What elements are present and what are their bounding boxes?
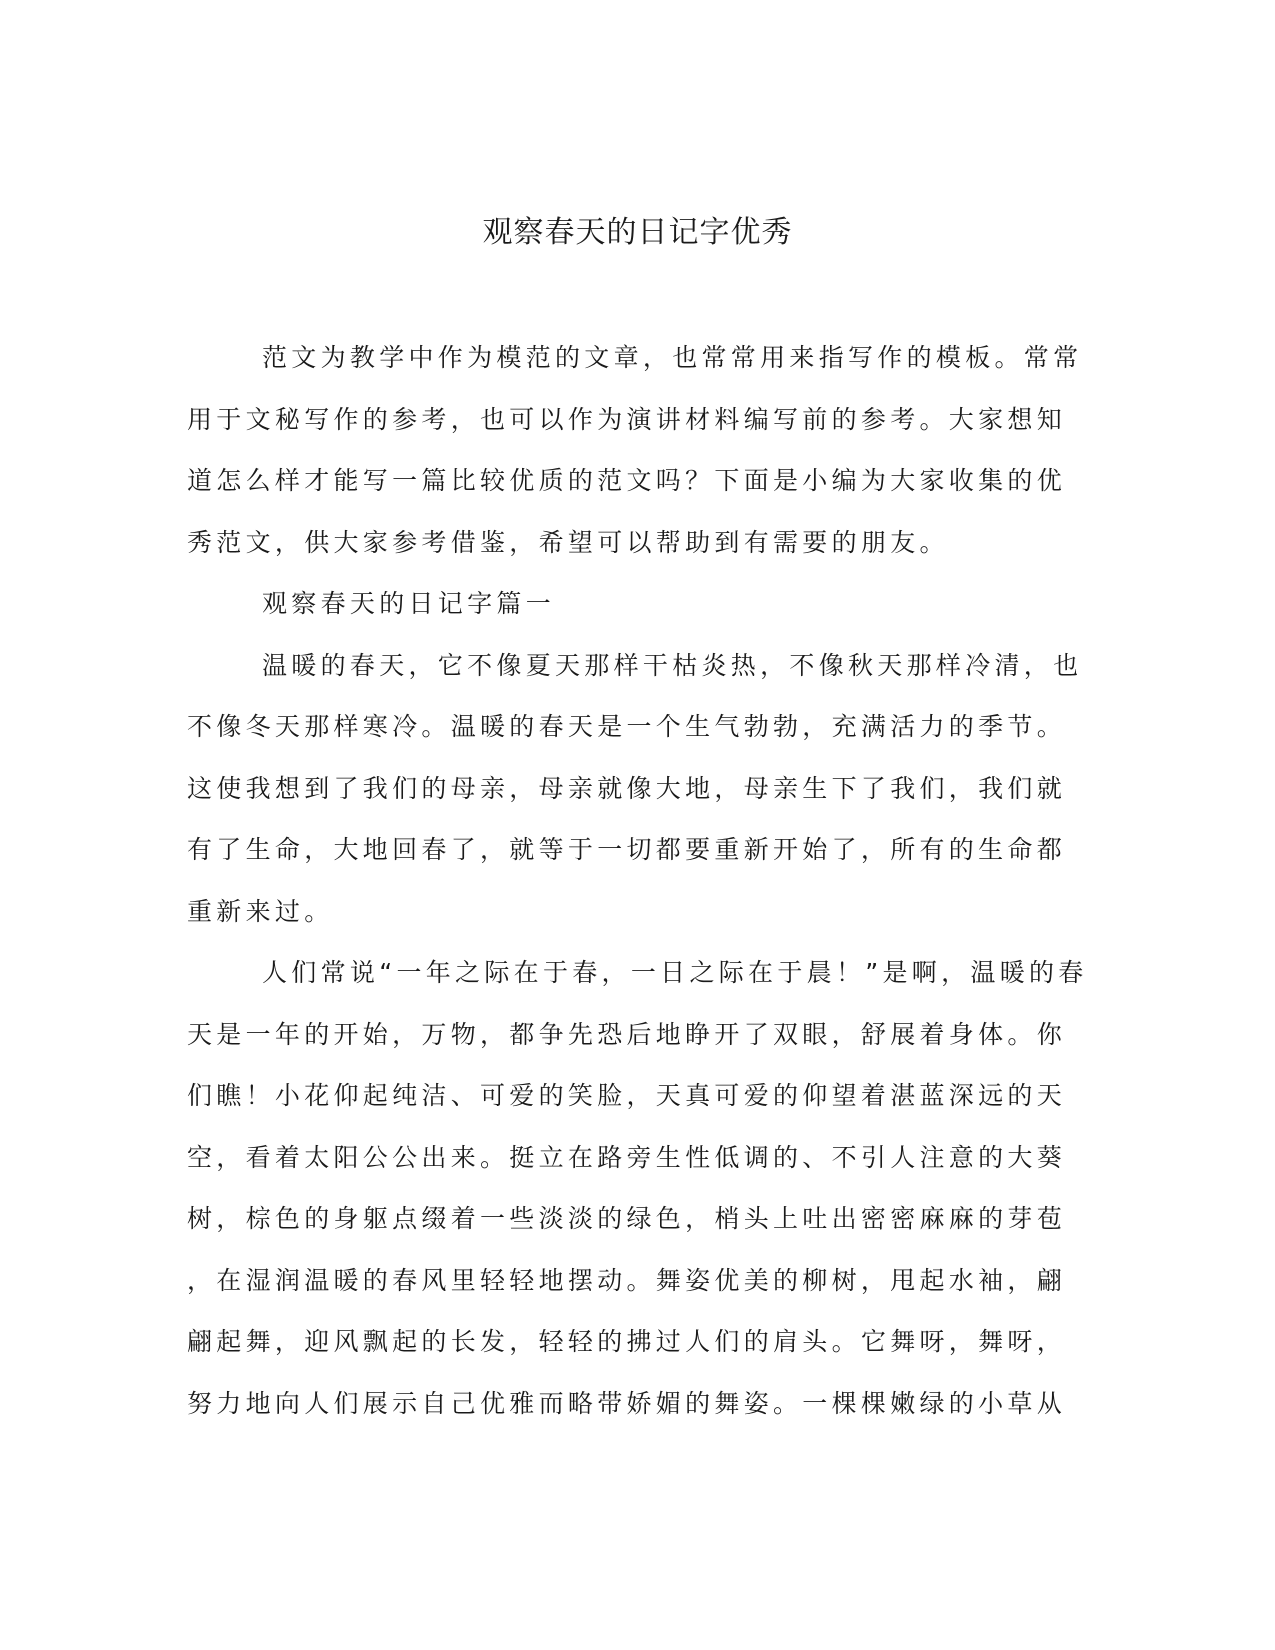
section-heading: 观察春天的日记字篇一: [262, 589, 556, 618]
text-line: 道怎么样才能写一篇比较优质的范文吗？下面是小编为大家收集的优: [187, 466, 1067, 495]
text-line: 翩起舞，迎风飘起的长发，轻轻的拂过人们的肩头。它舞呀，舞呀，: [187, 1327, 1067, 1356]
text-line: 用于文秘写作的参考，也可以作为演讲材料编写前的参考。大家想知: [187, 404, 1067, 434]
text-line: 天是一年的开始，万物，都争先恐后地睁开了双眼，舒展着身体。你: [187, 1019, 1067, 1049]
text-line: 们瞧！小花仰起纯洁、可爱的笑脸，天真可爱的仰望着湛蓝深远的天: [187, 1081, 1067, 1110]
text-line: 空，看着太阳公公出来。挺立在路旁生性低调的、不引人注意的大葵: [187, 1142, 1067, 1172]
document-body: [187, 327, 1087, 1434]
text-line: 有了生命，大地回春了，就等于一切都要重新开始了，所有的生命都: [187, 835, 1067, 864]
text-line: 秀范文，供大家参考借鉴，希望可以帮助到有需要的朋友。: [187, 527, 949, 557]
text-line: 温暖的春天，它不像夏天那样干枯炎热，不像秋天那样冷清，也: [262, 650, 1083, 680]
text-line: ，在湿润温暖的春风里轻轻地摆动。舞姿优美的柳树，甩起水袖，翩: [187, 1265, 1067, 1295]
document-title: 观察春天的日记字优秀: [482, 215, 793, 250]
text-line: 这使我想到了我们的母亲，母亲就像大地，母亲生下了我们，我们就: [187, 773, 1067, 803]
text-line: 树，棕色的身躯点缀着一些淡淡的绿色，梢头上吐出密密麻麻的芽苞: [187, 1204, 1067, 1233]
text-line: 重新来过。: [187, 896, 334, 926]
text-line: 人们常说“一年之际在于春，一日之际在于晨！”是啊，温暖的春: [262, 958, 1088, 987]
text-line: 努力地向人们展示自己优雅而略带娇媚的舞姿。一棵棵嫩绿的小草从: [187, 1388, 1067, 1418]
text-line: 范文为教学中作为模范的文章，也常常用来指写作的模板。常常: [262, 343, 1083, 372]
text-line: 不像冬天那样寒冷。温暖的春天是一个生气勃勃，充满活力的季节。: [187, 712, 1067, 741]
